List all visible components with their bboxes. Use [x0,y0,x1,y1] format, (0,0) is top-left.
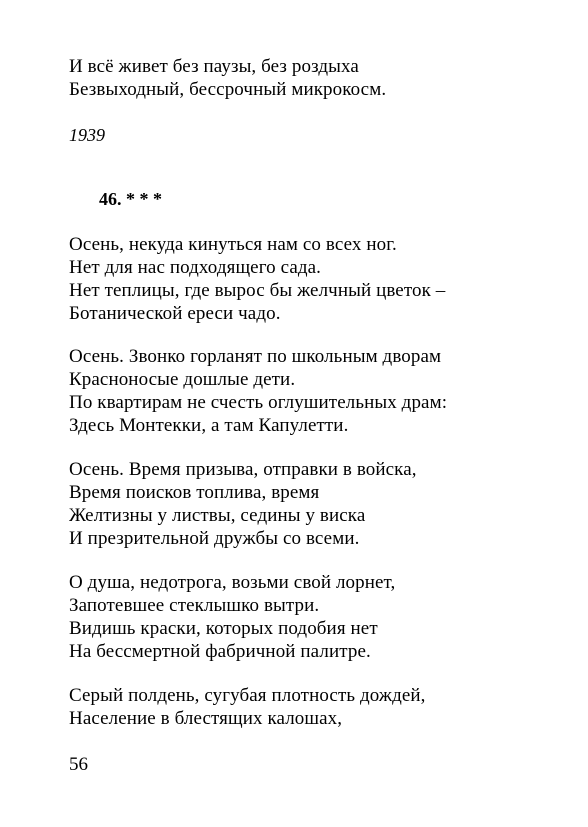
verse-line: Ботанической ереси чадо. [69,303,281,324]
poem-number: 46. [99,189,122,209]
verse-line: Нет для нас подходящего сада. [69,257,322,278]
verse-line: И всё живет без паузы, без роздыха [69,56,359,77]
poem-date: 1939 [69,125,105,145]
poem-heading [99,188,162,210]
verse-line: Видишь краски, которых подобия нет [69,618,378,639]
verse-line: Осень, некуда кинуться нам со всех ног. [69,234,397,255]
verse-line: Серый полдень, сугубая плотность дождей, [69,685,426,706]
verse-line: Здесь Монтекки, а там Капулетти. [69,415,349,436]
verse-line: Запотевшее стеклышко вытри. [69,595,320,616]
verse-line: О душа, недотрога, возьми свой лорнет, [69,572,396,593]
verse-line: Осень. Звонко горланят по школьным дворам [69,346,442,367]
verse-line: Население в блестящих калошах, [69,708,343,729]
verse-line: Безвыходный, бессрочный микрокосм. [69,79,387,100]
verse-line: Осень. Время призыва, отправки в войска, [69,459,417,480]
verse-line: Красноносые дошлые дети. [69,369,296,390]
verse-line: На бессмертной фабричной палитре. [69,641,371,662]
verse-line: И презрительной дружбы со всеми. [69,528,360,549]
verse-line: Нет теплицы, где вырос бы желчный цветок – [69,280,446,301]
verse-line: По квартирам не счесть оглушительных драм: [69,392,448,413]
poem-title: * * * [126,189,162,209]
verse-line: Время поисков топлива, время [69,482,320,503]
page-number: 56 [69,754,88,775]
verse-line: Желтизны у листвы, седины у виска [69,505,366,526]
